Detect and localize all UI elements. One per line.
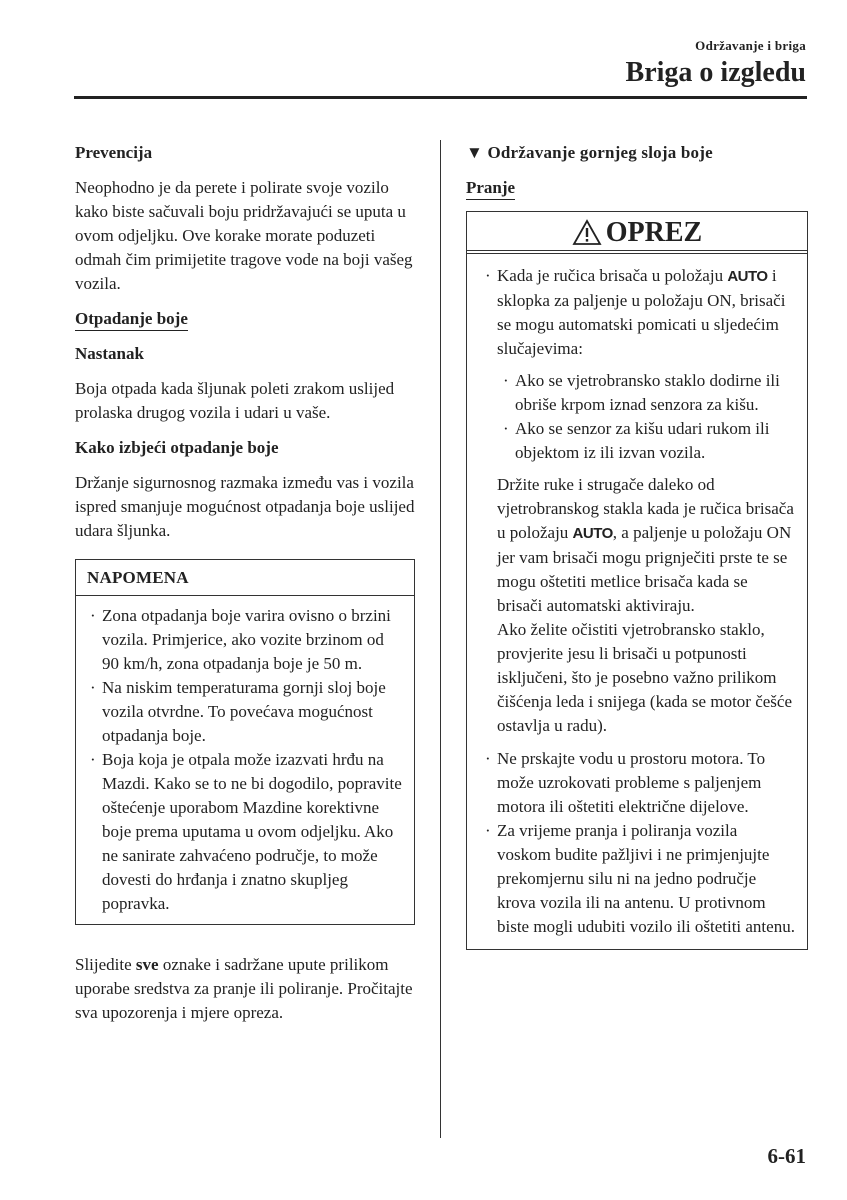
bullet-dot: ·	[90, 678, 96, 697]
auto-position-label: AUTO	[727, 268, 768, 285]
caution-header	[467, 212, 807, 254]
caution-item-text: Kada je ručica brisača u položaju	[497, 266, 728, 285]
note-item	[87, 748, 403, 916]
bullet-dot: ·	[503, 419, 509, 438]
left-column	[75, 141, 415, 1025]
closing-text-end: oznake i sadržane upute prilikom uporabe sredstva za pranje ili poliranje. Pročitajte sva upozorenja i mjere opreza.	[75, 955, 413, 1022]
caution-clean-paragraph: Ako želite očistiti vjetrobransko staklo, provjerite jesu li brisači u potpunosti isključeni, što je posebno važno prilikom čišćenja leda i snijega (kada se motor češće ostavlja u radu).	[497, 620, 793, 735]
caution-item	[482, 264, 795, 361]
caution-item-text: Za vrijeme pranja i poliranja vozila voskom budite pažljivi i ne primjenjujte prekomjernu silu ni na jedno područje krova vozila ili na antenu. U protivnom biste mogli udubiti vozilo ili oštetiti antenu.	[497, 821, 795, 936]
bullet-dot: ·	[90, 606, 96, 625]
right-column	[466, 141, 808, 950]
bullet-dot: ·	[485, 749, 491, 768]
hands-text-end: , a paljenje u položaju ON jer vam brisači mogu prignječiti prste te se mogu oštetiti metlice brisača kada se brisači automatski aktiviraju.	[497, 523, 792, 615]
header-rule	[74, 96, 807, 99]
cause-heading: Nastanak	[75, 344, 144, 363]
caution-title-wrap	[572, 216, 703, 248]
caution-box	[466, 211, 808, 950]
caution-item	[482, 747, 795, 819]
caution-more-items	[482, 747, 795, 939]
hands-text-start: Držite ruke i strugače daleko od vjetrobranskog stakla kada je ručica brisača u položaju	[497, 475, 794, 542]
note-item	[87, 676, 403, 748]
caution-body	[467, 254, 807, 949]
caution-hands-paragraph	[482, 473, 795, 618]
auto-position-label: AUTO	[572, 525, 613, 542]
avoid-heading: Kako izbjeći otpadanje boje	[75, 438, 279, 457]
caution-sub-item-text: Ako se senzor za kišu udari rukom ili objektom iz ili izvan vozila.	[515, 419, 770, 462]
cause-text: Boja otpada kada šljunak poleti zrakom uslijed prolaska drugog vozila i udari u vaše.	[75, 379, 395, 422]
note-title: NAPOMENA	[76, 560, 414, 596]
prevention-heading: Prevencija	[75, 143, 153, 162]
caution-title: OPREZ	[605, 216, 703, 248]
warning-triangle-icon	[572, 219, 602, 246]
page-number: 6-61	[767, 1144, 806, 1168]
maintenance-heading	[466, 141, 808, 165]
note-item-text: Boja koja je otpala može izazvati hrđu na Mazdi. Kako se to ne bi dogodilo, popravite oštećenje uporabom Mazdine korektivne boje prema uputama u ovom odjeljku. Ako ne sanirate zahvaćeno područje, to može dovesti do hrđanja i znatno skupljeg popravka.	[102, 750, 402, 913]
running-header-section: Održavanje i briga	[695, 38, 806, 53]
paint-chip-heading: Otpadanje boje	[75, 308, 188, 331]
avoid-text: Držanje sigurnosnog razmaka između vas i vozila ispred smanjuje mogućnost otpadanja boje uslijed udara šljunka.	[75, 473, 415, 540]
caution-sub-item	[500, 417, 795, 465]
note-box	[75, 559, 415, 925]
caution-item-text: Ne prskajte vodu u prostoru motora. To može uzrokovati probleme s paljenjem motora ili oštetiti električne dijelove.	[497, 749, 766, 816]
running-header-title: Briga o izgledu	[625, 57, 806, 88]
caution-sub-item-text: Ako se vjetrobransko staklo dodirne ili obriše krpom iznad senzora za kišu.	[515, 371, 780, 414]
closing-text-start: Slijedite	[75, 955, 136, 974]
bullet-dot: ·	[485, 266, 491, 285]
note-item-text: Zona otpadanja boje varira ovisno o brzini vozila. Primjerice, ako vozite brzinom od 90 km/h, zona otpadanja boje je 50 m.	[102, 606, 391, 673]
caution-item-text-cont: i sklopka za paljenje u položaju ON, brisači se mogu automatski pomicati u sljedećim slučajevima:	[497, 266, 786, 358]
column-divider	[440, 140, 441, 1138]
note-item-text: Na niskim temperaturama gornji sloj boje vozila otvrdne. To povećava mogućnost otpadanja boje.	[102, 678, 386, 745]
note-item	[87, 604, 403, 676]
closing-paragraph	[75, 953, 415, 1025]
bullet-dot: ·	[485, 821, 491, 840]
bullet-dot: ·	[503, 371, 509, 390]
closing-emphasis: sve	[135, 955, 159, 974]
triangle-marker-icon: ▼	[466, 143, 484, 162]
caution-sub-item	[500, 369, 795, 417]
maintenance-heading-text: Održavanje gornjeg sloja boje	[487, 143, 713, 162]
bullet-dot: ·	[90, 750, 96, 769]
prevention-text: Neophodno je da perete i polirate svoje vozilo kako biste sačuvali boju pridržavajući se uputa u ovom odjeljku. Ove korake morate poduzeti odmah čim primijetite tragove vode na boji vašeg vozila.	[75, 178, 413, 293]
note-body	[76, 596, 414, 924]
washing-heading: Pranje	[466, 177, 515, 200]
caution-sub-list	[500, 369, 795, 465]
caution-item	[482, 819, 795, 939]
